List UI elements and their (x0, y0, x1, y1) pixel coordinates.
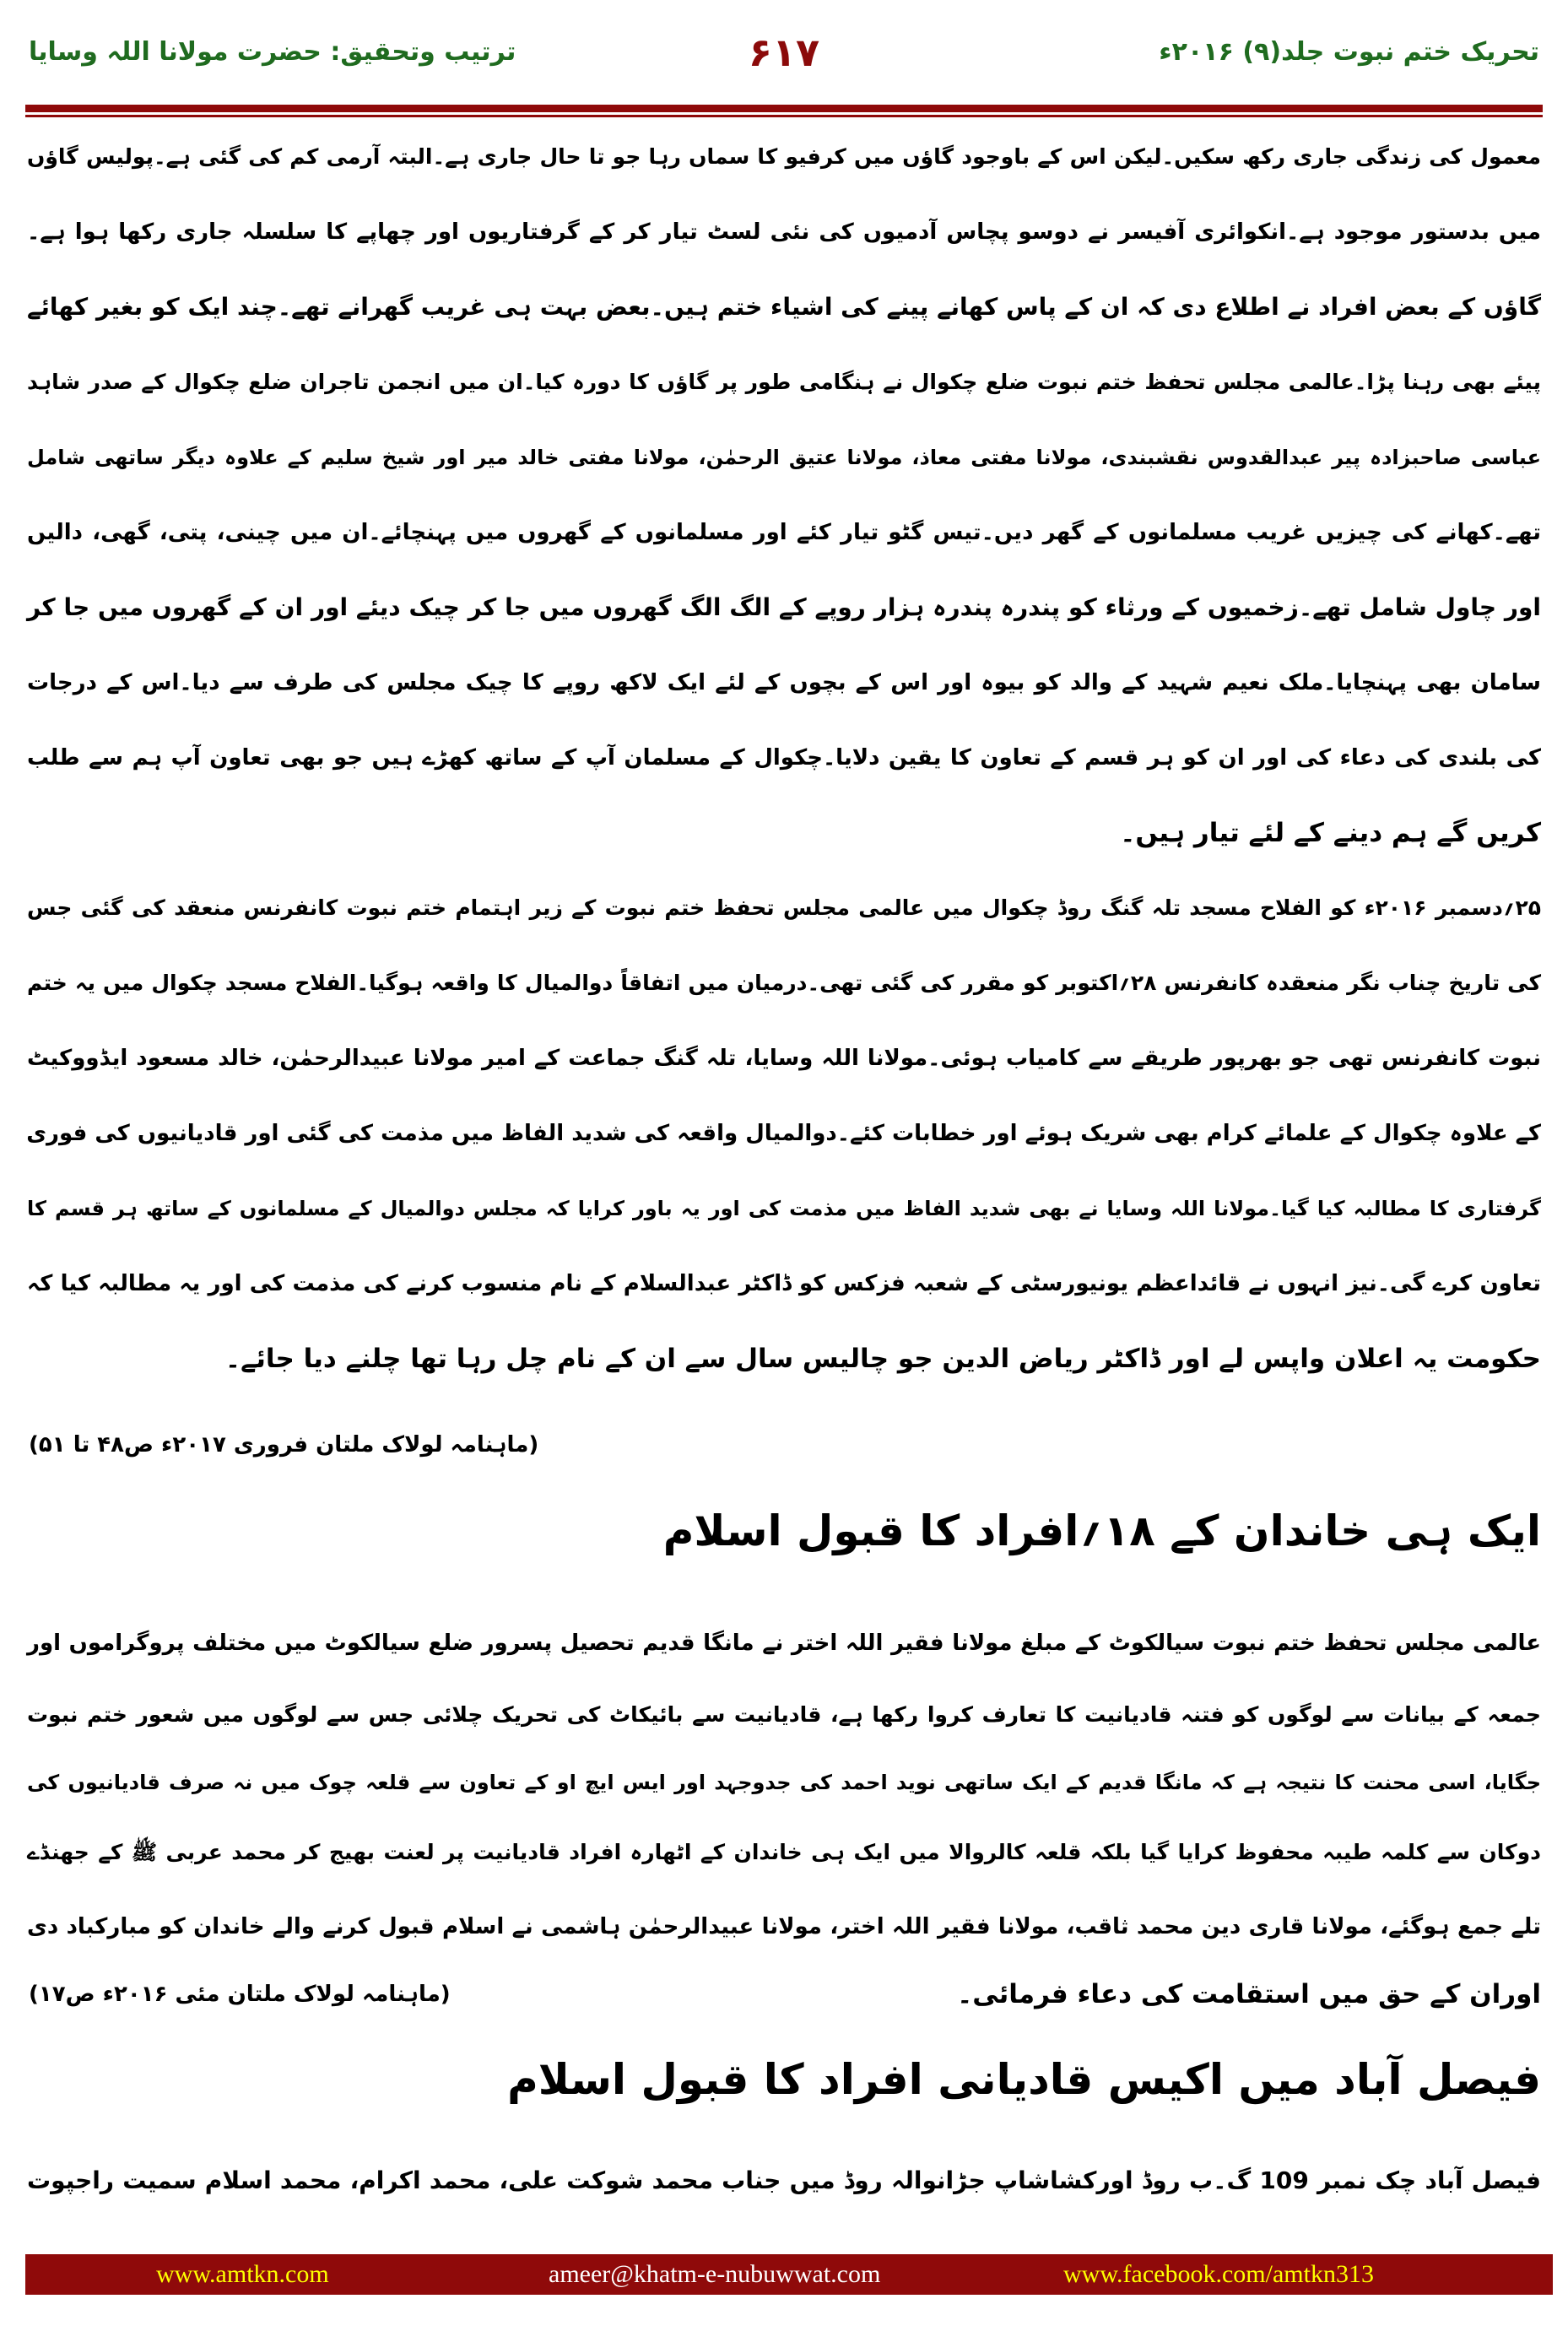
page-number: ۶۱۷ (748, 30, 820, 75)
facebook-link[interactable]: www.facebook.com/amtkn313 (1063, 2260, 1374, 2288)
text-line: جگایا، اسی محنت کا نتیجہ ہے کہ مانگا قدیم کے ایک ساتھی نوید احمد کی جدوجہد اور ایس ایچ او کے تعاون سے قلعہ چوک میں نہ صرف قادیانیوں کی (27, 1771, 1541, 1794)
text-line: تعاون کرے گی۔نیز انہوں نے قائداعظم یونیورسٹی کے شعبہ فزکس کو ڈاکٹر عبدالسلام کے نام منسوب کرنے کی مذمت کی اور یہ مطالبہ کیا کہ (27, 1271, 1541, 1296)
header-divider-thin (25, 115, 1543, 117)
text-line: حکومت یہ اعلان واپس لے اور ڈاکٹر ریاض الدین جو چالیس سال سے ان کے نام چل رہا تھا چلنے دیا جائے۔ (224, 1344, 1541, 1374)
text-line: عباسی صاحبزادہ پیر عبدالقدوس نقشبندی، مولانا مفتی معاذ، مولانا عتیق الرحمٰن، مولانا مفتی خالد میر اور شیخ سلیم کے علاوہ دیگر ساتھی شامل (27, 446, 1541, 469)
text-line: کی تاریخ چناب نگر منعقدہ کانفرنس ۲۸؍اکتوبر کو مقرر کی گئی تھی۔درمیان میں اتفاقاً دوالمیال کا واقعہ ہوگیا۔الفلاح مسجد چکوال میں یہ ختم (27, 971, 1542, 995)
text-line: کی بلندی کی دعاء کی اور ان کو ہر قسم کے تعاون کا یقین دلایا۔چکوال کے مسلمان آپ کے ساتھ کھڑے ہیں جو بھی تعاون آپ ہم سے طلب (27, 745, 1541, 771)
text-line: گرفتاری کا مطالبہ کیا گیا۔مولانا اللہ وسایا نے بھی شدید الفاظ میں مذمت کی اور یہ باور کرایا کہ مجلس دوالمیال کے مسلمانوں کے ساتھ ہر قسم کا (27, 1197, 1541, 1220)
text-line: میں بدستور موجود ہے۔انکوائری آفیسر نے دوسو پچاس آدمیوں کی نئی لسٹ تیار کر کے گرفتاریوں اور چھاپے کا سلسلہ جاری رکھا ہوا ہے۔ (27, 219, 1541, 245)
text-line: اوران کے حق میں استقامت کی دعاء فرمائی۔ (957, 1979, 1541, 2009)
text-line: عالمی مجلس تحفظ ختم نبوت سیالکوٹ کے مبلغ مولانا فقیر اللہ اختر نے مانگا قدیم تحصیل پسرور ضلع سیالکوٹ میں مختلف پروگراموں اور (27, 1631, 1541, 1656)
website-link[interactable]: www.amtkn.com (156, 2260, 329, 2288)
text-line: پیئے بھی رہنا پڑا۔عالمی مجلس تحفظ ختم نبوت ضلع چکوال نے ہنگامی طور پر گاؤں کا دورہ کیا۔ان میں انجمن تاجران ضلع چکوال کے صدر شاہد (27, 370, 1541, 394)
header-divider-thick (25, 105, 1543, 112)
book-title: تحریک ختم نبوت جلد(۹) ۲۰۱۶ء (1159, 37, 1539, 67)
text-line: ۲۵؍دسمبر ۲۰۱۶ء کو الفلاح مسجد تلہ گنگ روڈ چکوال میں عالمی مجلس تحفظ ختم نبوت کے زیر اہتمام ختم نبوت کانفرنس منعقد کی گئی جس (27, 895, 1541, 920)
text-line: جمعہ کے بیانات سے لوگوں کو فتنہ قادیانیت کا تعارف کروا رکھا ہے، قادیانیت سے بائیکاٹ کی تحریک چلائی جس سے لوگوں میں شعور ختم نبوت (27, 1702, 1541, 1727)
text-line: کریں گے ہم دینے کے لئے تیار ہیں۔ (1120, 818, 1541, 848)
text-line: گاؤں کے بعض افراد نے اطلاع دی کہ ان کے پاس کھانے پینے کی اشیاء ختم ہیں۔بعض بہت ہی غریب گھرانے تھے۔چند ایک کو بغیر کھائے (27, 293, 1541, 321)
text-line: فیصل آباد چک نمبر 109 گ۔ب روڈ اورکشاشاپ جڑانوالہ روڈ میں جناب محمد شوکت علی، محمد اکرام، محمد اسلام سمیت راجپوت (27, 2166, 1541, 2194)
source-citation: (ماہنامہ لولاک ملتان فروری ۲۰۱۷ء ص۴۸ تا ۵۱) (29, 1432, 539, 1458)
text-line: کے علاوہ چکوال کے علمائے کرام بھی شریک ہوئے اور خطابات کئے۔دوالمیال واقعہ کی شدید الفاظ میں مذمت کی گئی اور قادیانیوں کی فوری (26, 1121, 1541, 1146)
source-citation: (ماہنامہ لولاک ملتان مئی ۲۰۱۶ء ص۱۷) (29, 1982, 451, 2007)
text-line: نبوت کانفرنس تھی جو بھرپور طریقے سے کامیاب ہوئی۔مولانا اللہ وسایا، تلہ گنگ جماعت کے امیر مولانا عبیدالرحمٰن، خالد مسعود ایڈووکیٹ (27, 1046, 1541, 1071)
compiler-credit: ترتیب وتحقیق: حضرت مولانا اللہ وسایا (29, 37, 516, 67)
text-line: دوکان سے کلمہ طیبہ محفوظ کرایا گیا بلکہ قلعہ کالروالا میں ایک ہی خاندان کے اٹھارہ افراد قادیانیت پر لعنت بھیج کر محمد عربی ﷺ کے جھنڈے (27, 1840, 1541, 1864)
footer-bar (25, 2254, 1553, 2295)
text-line: سامان بھی پہنچایا۔ملک نعیم شہید کے والد کو بیوہ اور اس کے بچوں کے لئے ایک لاکھ روپے کا چیک مجلس کی طرف سے دیا۔اس کے درجات (27, 670, 1541, 695)
text-line: اور چاول شامل تھے۔زخمیوں کے ورثاء کو پندرہ پندرہ ہزار روپے کے الگ الگ گھروں میں جا کر چیک دیئے اور ان کے گھروں میں جا کر (27, 593, 1541, 621)
email-link[interactable]: ameer@khatm-e-nubuwwat.com (549, 2260, 881, 2288)
section-heading: فیصل آباد میں اکیس قادیانی افراد کا قبول اسلام (507, 2055, 1541, 2104)
text-line: تھے۔کھانے کی چیزیں غریب مسلمانوں کے گھر دیں۔تیس گٹو تیار کئے اور مسلمانوں کے گھروں میں پہنچائے۔ان میں چینی، پتی، گھی، دالیں (27, 520, 1541, 545)
text-line: معمول کی زندگی جاری رکھ سکیں۔لیکن اس کے باوجود گاؤں میں کرفیو کا سماں رہا جو تا حال جاری ہے۔البتہ آرمی کم کی گئی ہے۔پولیس گاؤں (27, 144, 1541, 169)
section-heading: ایک ہی خاندان کے ۱۸؍افراد کا قبول اسلام (662, 1506, 1541, 1555)
text-line: تلے جمع ہوگئے، مولانا قاری دین محمد ثاقب، مولانا فقیر اللہ اختر، مولانا عبیدالرحمٰن ہاشمی نے اسلام قبول کرنے والے خاندان کو مبارکباد دی (27, 1914, 1541, 1939)
